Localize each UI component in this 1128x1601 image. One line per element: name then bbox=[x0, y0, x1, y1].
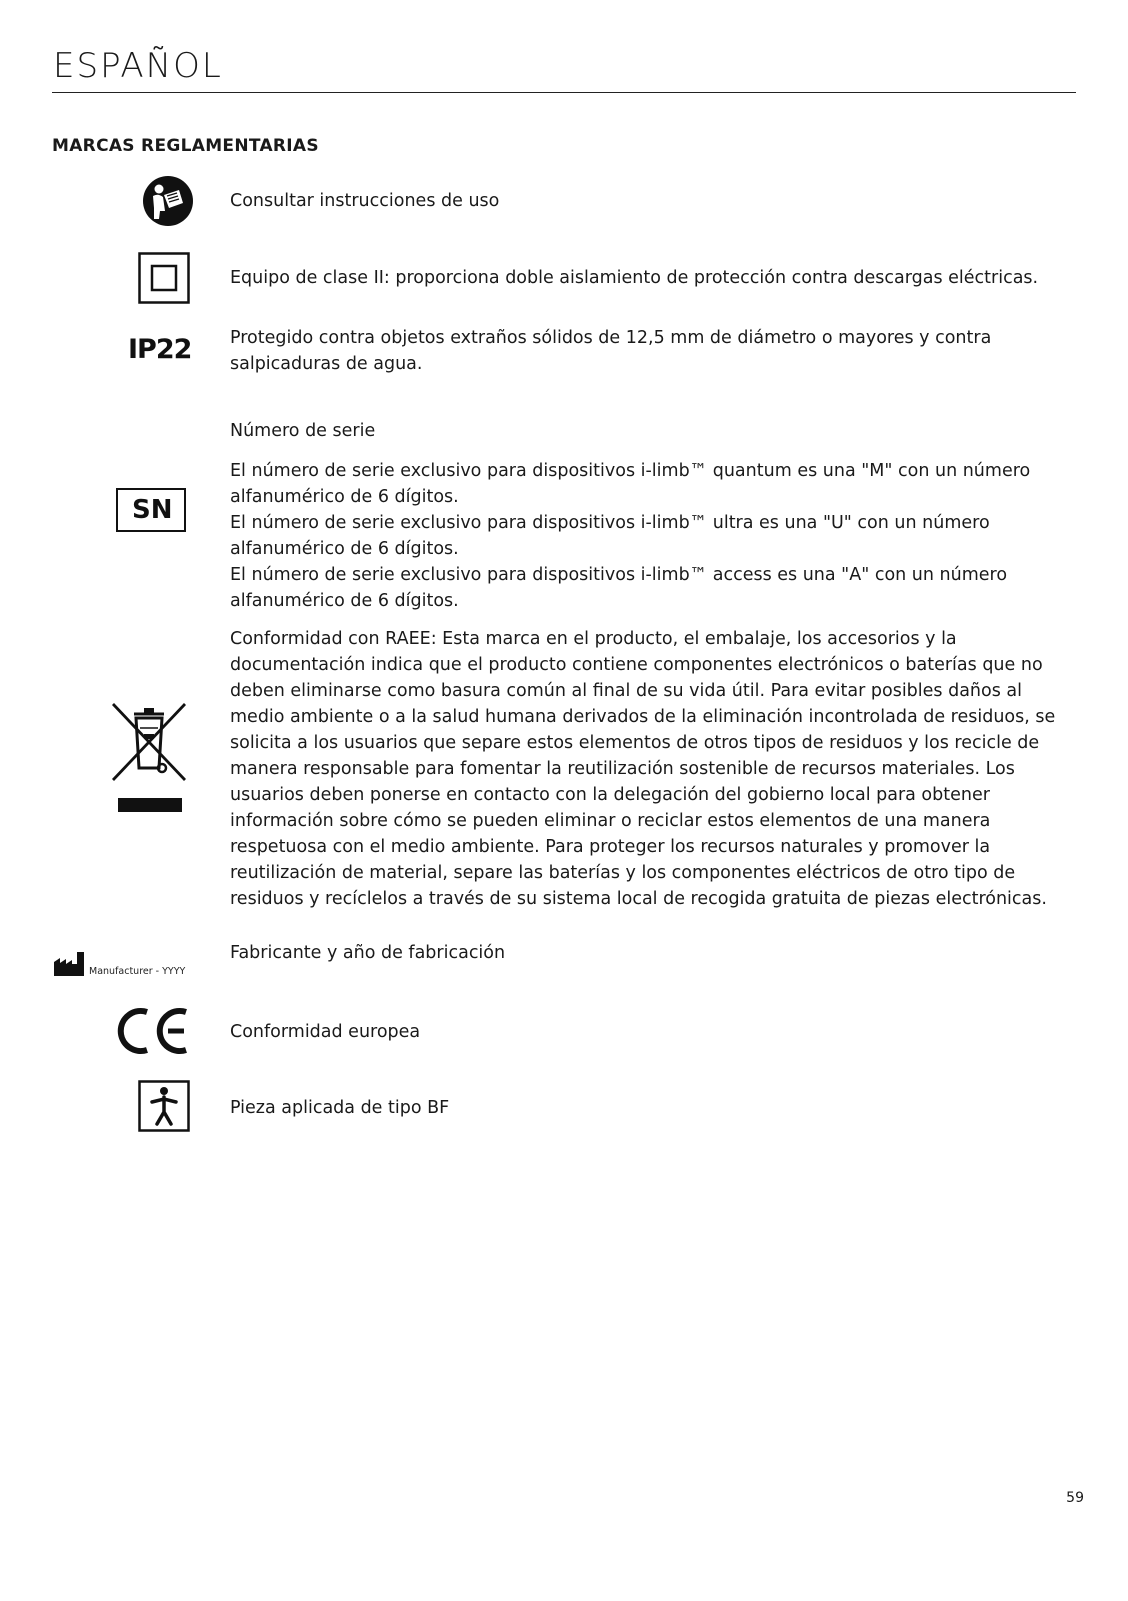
serial-number-label: SN bbox=[132, 495, 173, 525]
serial-number-details bbox=[230, 458, 1070, 614]
manufacturer-description: Fabricante y año de fabricación bbox=[230, 943, 506, 963]
manufacturer-symbol bbox=[53, 952, 185, 976]
page-title: ESPAÑOL bbox=[53, 46, 223, 86]
serial-number-icon bbox=[116, 488, 186, 532]
serial-number-access: El número de serie exclusivo para dispositivos i-limb™ access es una "A" con un número alfanumérico de 6 dígitos. bbox=[230, 565, 1008, 611]
ce-mark-icon bbox=[112, 1004, 190, 1058]
weee-crossed-bin-icon bbox=[110, 702, 188, 814]
ifu-description: Consultar instrucciones de uso bbox=[230, 191, 500, 211]
serial-number-ultra: El número de serie exclusivo para dispositivos i-limb™ ultra es una "U" con un número alfanumérico de 6 dígitos. bbox=[230, 513, 990, 559]
serial-number-quantum: El número de serie exclusivo para dispositivos i-limb™ quantum es una "M" con un número alfanumérico de 6 dígitos. bbox=[230, 461, 1031, 507]
instructions-for-use-icon bbox=[142, 175, 194, 227]
bf-description: Pieza aplicada de tipo BF bbox=[230, 1098, 450, 1118]
class-ii-description: Equipo de clase II: proporciona doble aislamiento de protección contra descargas eléctricas. bbox=[230, 268, 1039, 288]
weee-description: Conformidad con RAEE: Esta marca en el producto, el embalaje, los accesorios y la documentación indica que el producto contiene componentes electrónicos o baterías que no deben eliminarse como basura común al final de su vida útil. Para evitar posibles daños al medio ambiente o a la salud humana derivados de la eliminación incontrolada de residuos, se solicita a los usuarios que separe estos elementos de otros tipos de residuos y los recicle de manera responsable para fomentar la reutilización sostenible de recursos materiales. Los usuarios deben ponerse en contacto con la delegación del gobierno local para obtener información sobre cómo se pueden eliminar o reciclar estos elementos de una manera respetuosa con el medio ambiente. Para proteger los recursos naturales y promover la reutilización de material, separe las baterías y los componentes eléctricos de otro tipo de residuos y recíclelos a través de su sistema local de recogida gratuita de piezas electrónicas. bbox=[230, 629, 1056, 909]
serial-number-title: Número de serie bbox=[230, 421, 376, 441]
manufacturer-label: Manufacturer - YYYY bbox=[89, 965, 186, 977]
ip22-icon: IP22 bbox=[128, 334, 192, 365]
heading-divider bbox=[52, 92, 1076, 93]
manufacturer-factory-icon bbox=[53, 952, 85, 976]
section-title: MARCAS REGLAMENTARIAS bbox=[52, 136, 319, 156]
class-ii-equipment-icon bbox=[138, 252, 190, 304]
ip22-description: Protegido contra objetos extraños sólidos de 12,5 mm de diámetro o mayores y contra salpicaduras de agua. bbox=[230, 328, 992, 374]
page-number: 59 bbox=[1066, 1490, 1084, 1506]
type-bf-applied-part-icon bbox=[138, 1080, 190, 1132]
ce-description: Conformidad europea bbox=[230, 1022, 421, 1042]
